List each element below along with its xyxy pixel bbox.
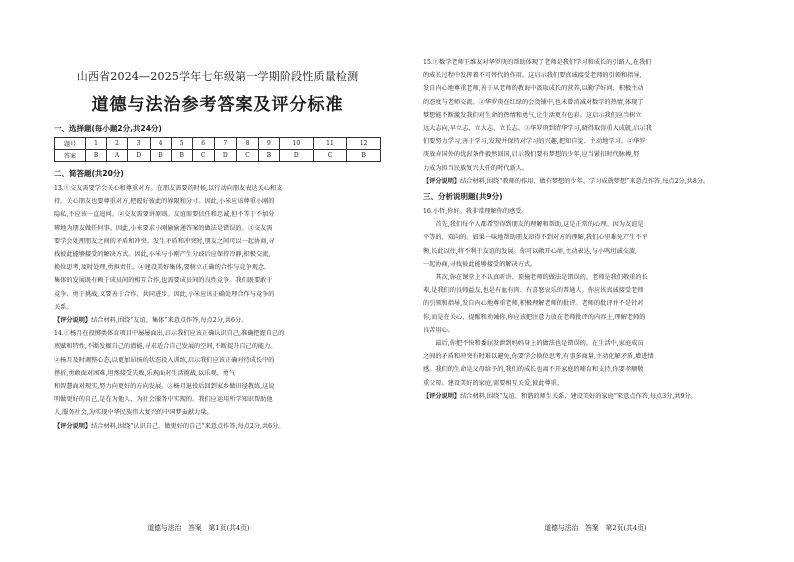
right-page [397, 0, 794, 562]
section-analysis-heading: 三、分析说明题(共9分) [423, 192, 503, 202]
document-title: 道德与法治参考答案及评分标准 [91, 95, 344, 115]
scoring-note-tag: 【评分说明】 [54, 317, 92, 325]
question-number: 6 [192, 138, 214, 150]
section-short-answer-heading: 二、简答题(共20分) [54, 169, 124, 178]
text-line: 一起协商,寻找彼此能够接受的解决方式。 [423, 260, 537, 268]
answer-cell: B [258, 150, 279, 162]
question-number: 9 [258, 138, 279, 150]
scoring-note-text: 结合材料,围绕“友谊、和谐的师生关系、建设美好的家庭”来意点作答,每点3分,共9分。 [460, 392, 697, 400]
question-13-answer [54, 182, 381, 327]
text-line: 13.①交友需要学会关心和尊重对方。在朋友需要的时候,以行动向朋友表达关心和支 [54, 185, 283, 192]
text-line: 之间的矛盾和冲突有时难以避免,你要学会换位思考,有事多商量,主动化解矛盾,增进情 [423, 353, 654, 361]
text-line: 辨地为朋友做任何事。因此,小米要求小刚偷偷递答案的做法是错误的。③交友需 [54, 224, 273, 232]
answer-cell: C [192, 150, 214, 162]
section-choice-heading: 一、选择题(每小题2分,共24分) [54, 124, 162, 133]
scoring-note-tag: 【评分说明】 [423, 177, 461, 185]
text-line: 最后,你把不快和委屈发泄到妈妈身上的做法也是错误的。在生活中,家庭成员 [435, 340, 644, 348]
answer-cell: B [86, 150, 107, 162]
exam-title: 山西省2024—2025学年七年级第一学期阶段性质量检测 [76, 70, 359, 83]
text-line: 衡,长此以往,将不利于友谊的发展。你可以敞开心扉,主动表达,与小鸣坦诚交流, [423, 247, 638, 255]
text-line: 良苦用心。 [423, 326, 454, 334]
scoring-note [54, 420, 381, 433]
text-line: 人,服务社会,为实现中华民族伟大复兴的中国梦贡献力量。 [54, 409, 213, 417]
answer-table-answer-row [55, 150, 381, 162]
answer-cell: C [237, 150, 259, 162]
page-footer: 道德与法治 答案 第2页(共4页) [544, 524, 647, 532]
text-line: 隐私,不应该一直追问。②交友需要讲原则。友谊需要信任和忠诚,但不等于不加分 [54, 211, 275, 219]
scoring-note-tag: 【评分说明】 [54, 422, 92, 430]
question-number: 12 [347, 138, 381, 150]
answer-cell: C [313, 150, 347, 162]
text-line: 挫折,勇敢面对困难,坦然接受失败,乐观面对生活挑战,以乐观、勇气 [54, 369, 236, 377]
scoring-note [423, 390, 764, 403]
answer-cell: B [150, 150, 171, 162]
text-line: 平等的、双向的。如果一味地帮助朋友却得不到对方的理解,我们心里难免产生不平 [423, 234, 648, 242]
question-number: 7 [214, 138, 237, 150]
table-row-header: 题号 [55, 138, 86, 150]
text-line: 首先,我们每个人都希望得到朋友的理解和帮助,这是正常的心理。因为友谊是 [435, 221, 644, 229]
text-line: 的引领和指导,发自内心地尊重老师,积极理解老师的批评。老师的批评并不是针对 [423, 300, 644, 308]
text-line: 重父母。建设美好的家庭,需要相互关爱,彼此尊重。 [423, 379, 564, 387]
text-line: 的态度与老师交流。②华罗庚在红绿的会货铺中,也未曾消减对数学的热情,体现了 [423, 98, 644, 106]
text-line: 的成长过程中发挥着不可替代的作用。这启示我们要真诚接受老师的引领和指导, [423, 72, 642, 80]
text-line: 16.小哲,你好。我非常理解你的感受。 [423, 208, 528, 216]
text-line: 辈,是我们的良师益友,也是有血有肉、有喜怒哀乐的普通人。你应该真诚接受老师 [423, 287, 644, 295]
scoring-note-tag: 【评分说明】 [423, 392, 461, 400]
text-line: 们要努力学习,善于学习,发现并保持对学习的兴趣,把知自觉、主动地学习。④华罗 [423, 138, 646, 146]
page-footer: 道德与法治 答案 第1页(共4页) [147, 524, 250, 532]
question-number: 5 [171, 138, 192, 150]
text-line: 发自内心地尊重老师,善于从老师的教诲中汲取成长的营养,以勤学好问、积极主动 [423, 85, 644, 93]
question-number: 2 [107, 138, 128, 150]
text-line: 庚放弃国外的优渥条件毅然回国,启示我们要有梦想的少年,应当紧扣时代脉搏,努 [423, 151, 640, 159]
answer-table [54, 137, 381, 162]
question-number: 4 [150, 138, 171, 150]
text-line: 15.①数学老师王维友对华罗庚的帮助体现了老师是我们学习和成长的引路人,在我们 [423, 59, 652, 66]
question-number: 1 [86, 138, 107, 150]
question-16-answer [423, 205, 764, 403]
text-line: 远大志向,早立志、立大志、立长志。③华罗庚到清华学习,晓得取得重大成就,启示我 [423, 125, 652, 133]
scoring-note [54, 314, 381, 327]
answer-cell: D [127, 150, 150, 162]
question-15-answer [423, 56, 764, 188]
text-line: 关系。 [54, 303, 73, 311]
text-line: 集体的发展既有赖于成员间的相互合作,也需要成员间的良性竞争。我们既要敢于 [54, 277, 273, 285]
text-line: 其次,你在课堂上不认真听讲、顶撞老师的做法是错误的。老师是我们敬重的长 [435, 274, 648, 282]
question-number: 3 [127, 138, 150, 150]
answer-table-number-row [55, 138, 381, 150]
scoring-note [423, 175, 764, 188]
text-line: 找彼此能够接受的解决方式。因此,小米与小刚产生分歧后应保持冷静,积极交流, [54, 251, 271, 259]
question-number: 10 [280, 138, 314, 150]
text-line: 要学会处理朋友之间的矛盾和冲突。发生矛盾和冲突时,朋友之间可以一起协商,寻 [54, 237, 275, 245]
text-line: ②杨月及时调整心态,以更加昂扬的状态投入训练,启示我们应该正确对待成长中的 [54, 356, 275, 364]
text-line: 梦想能不断激发我们对生命的热情和勇气,让生活更有色彩。这启示我们应当树立 [423, 111, 642, 119]
answer-cell: D [214, 150, 237, 162]
text-line: 14.①杨月在投掷类体育项目中屡屡面出,启示我们应该正确认识自己,准确把握自己的 [54, 330, 285, 338]
answer-cell: A [107, 150, 128, 162]
text-line: 和智慧面对现实,努力向更好的方向发展。③杨月退役后回到家乡做田径教练,这说 [54, 383, 275, 391]
table-row-header: 答案 [55, 150, 86, 162]
scoring-note-text: 结合材料,围绕“认识自己、做更好的自己”来意点作答,每点2分,共6分。 [91, 422, 285, 430]
text-line: 感。我们的生命是父母给予的,我们的成长也离不开家庭的哺育和支持,你要孝顺敬 [423, 366, 644, 374]
text-line: 明做更好的自己,是在为他人、为社会服务中实现的。我们应运用所学知识帮助他 [54, 396, 273, 404]
text-line: 竞争、勇于挑战,又要善于合作、共同进步。因此,小米应该正确处理合作与竞争的 [54, 290, 275, 298]
answer-cell: B [347, 150, 381, 162]
text-line: 力成为担当民族复兴大任的时代新人。 [423, 164, 529, 172]
text-line: 换位思考,及时处理,勇担责任。④建设美好集体,要树立正确的合作与竞争观念。 [54, 264, 271, 272]
answer-cell: B [171, 150, 192, 162]
answer-cell: D [280, 150, 314, 162]
question-14-answer [54, 327, 381, 433]
scoring-note-text: 结合材料,围绕“教师的作用、做有梦想的少年、学习成就梦想”来意点作答,每点2分,共8分。 [460, 177, 710, 185]
question-number: 11 [313, 138, 347, 150]
scoring-note-text: 结合材料,围绕“友谊、集体”来意点作答,每点2分,共6分。 [91, 317, 248, 325]
text-line: 禀赋和特性,不断发掘自己的潜能,寻求适合自己发展的空间,不断提升自己的能力。 [54, 343, 277, 351]
question-number: 8 [237, 138, 259, 150]
text-line: 你,而是在关心、提醒和劝诫你,你应该把注意力放在老师批评的内容上,理解老师的 [423, 313, 646, 321]
text-line: 持。关心朋友也要尊重对方,把握好彼此的界限和分寸。因此,小米应该尊重小刚的 [54, 198, 275, 206]
